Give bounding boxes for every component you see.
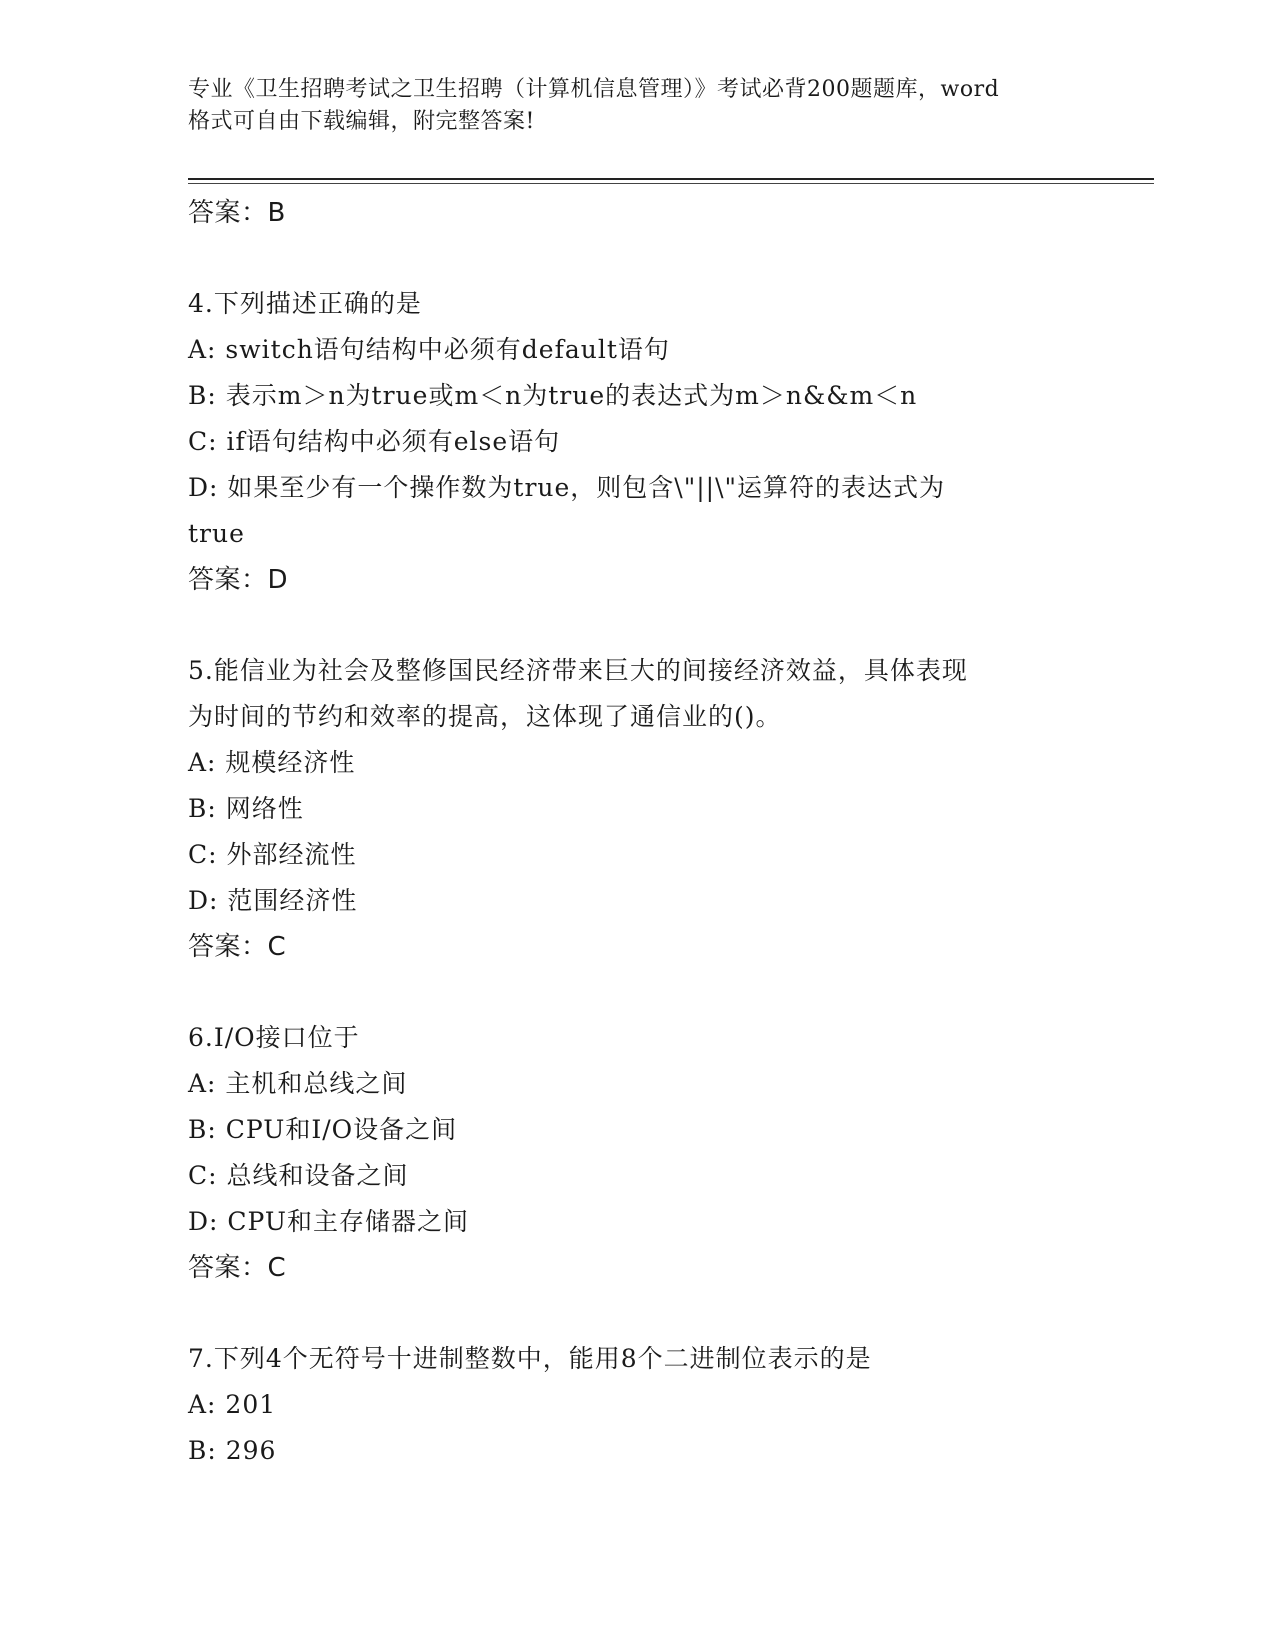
option-b: B: 表示m＞n为true或m＜n为true的表达式为m＞n&&m＜n	[188, 381, 918, 410]
header-rule-thin	[188, 183, 1154, 184]
question-stem: 4.下列描述正确的是	[188, 289, 422, 318]
option-b: B: 网络性	[188, 794, 304, 823]
answer: 答案：C	[188, 932, 287, 962]
question-stem: 7.下列4个无符号十进制整数中，能用8个二进制位表示的是	[188, 1344, 872, 1373]
option-a: A: 主机和总线之间	[188, 1069, 408, 1098]
spacer	[188, 603, 1088, 648]
option-d: D: CPU和主存储器之间	[188, 1207, 469, 1236]
question-4	[188, 281, 1088, 603]
question-7	[188, 1336, 1088, 1474]
header-line-2: 格式可自由下载编辑，附完整答案!	[188, 109, 535, 134]
option-c: C: if语句结构中必须有else语句	[188, 427, 561, 456]
option-c: C: 总线和设备之间	[188, 1161, 409, 1190]
question-list	[188, 190, 1088, 1474]
answer: 答案：C	[188, 1253, 287, 1283]
spacer	[188, 236, 1088, 281]
option-a: A: 201	[188, 1390, 277, 1419]
header-line-1: 专业《卫生招聘考试之卫生招聘（计算机信息管理）》考试必背200题题库，word	[188, 77, 1000, 102]
option-b: B: 296	[188, 1436, 277, 1465]
option-d-continued: true	[188, 519, 245, 548]
option-d: D: 如果至少有一个操作数为true，则包含\"||\"运算符的表达式为	[188, 473, 945, 502]
question-5	[188, 648, 1088, 970]
document-header	[188, 74, 1088, 138]
option-a: A: switch语句结构中必须有default语句	[188, 335, 670, 364]
question-stem: 5.能信业为社会及整修国民经济带来巨大的间接经济效益，具体表现	[188, 656, 968, 685]
spacer	[188, 970, 1088, 1015]
option-a: A: 规模经济性	[188, 748, 356, 777]
option-c: C: 外部经流性	[188, 840, 357, 869]
question-stem-continued: 为时间的节约和效率的提高，这体现了通信业的()。	[188, 702, 782, 731]
option-b: B: CPU和I/O设备之间	[188, 1115, 458, 1144]
header-rule-thick	[188, 178, 1154, 180]
question-6	[188, 1015, 1088, 1291]
previous-answer: 答案：B	[188, 198, 286, 228]
spacer	[188, 1291, 1088, 1336]
answer: 答案：D	[188, 565, 289, 595]
option-d: D: 范围经济性	[188, 886, 358, 915]
question-stem: 6.I/O接口位于	[188, 1023, 360, 1052]
